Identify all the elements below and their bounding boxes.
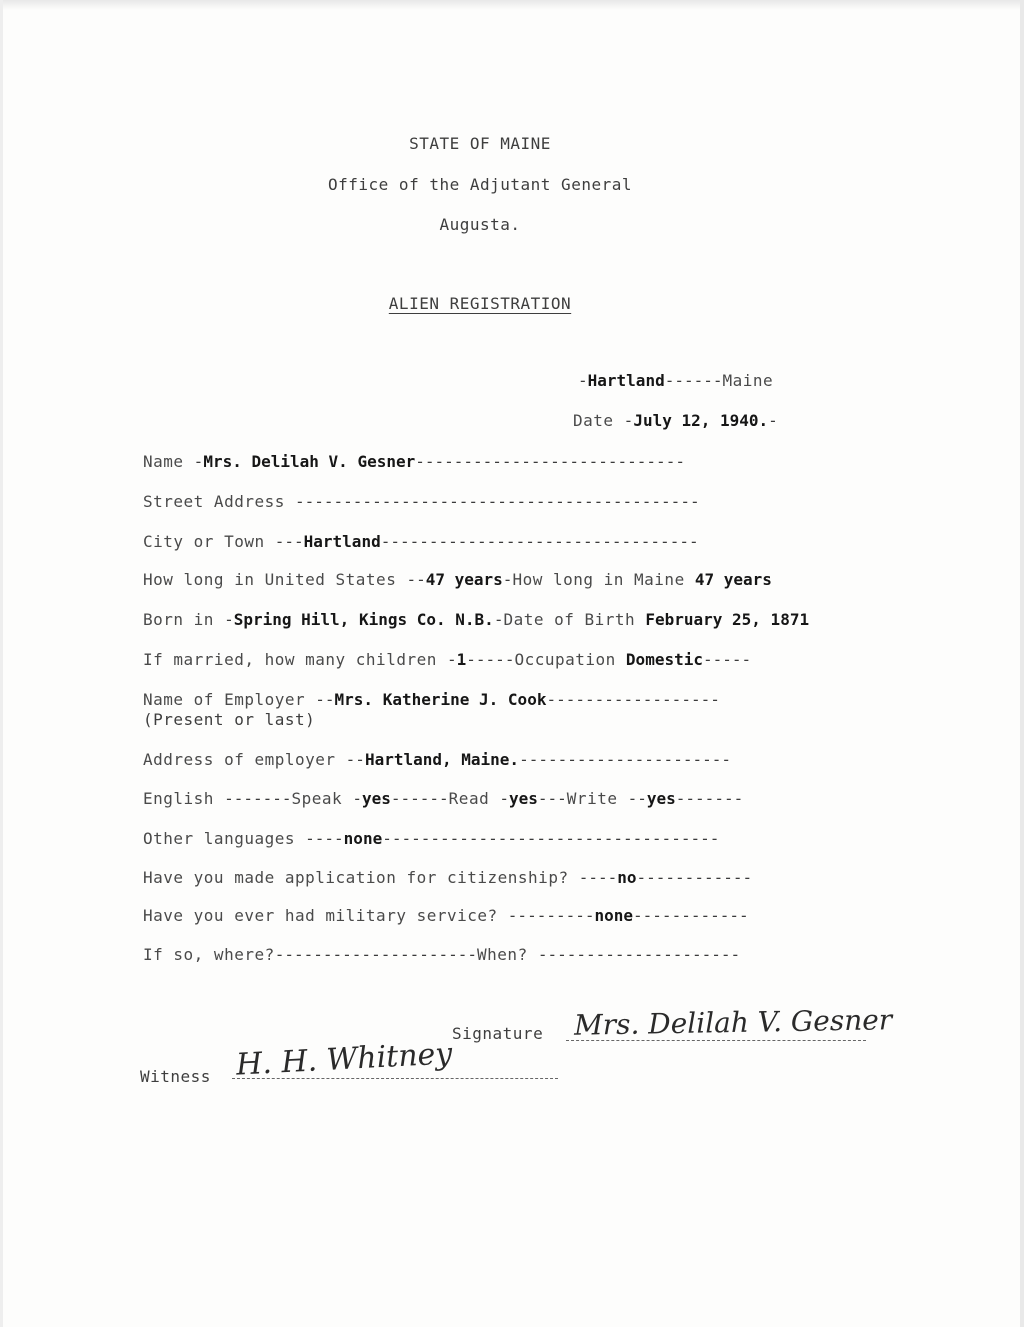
citizenship-row: Have you made application for citizenship? ----no------------ — [143, 868, 753, 887]
languages-value: none — [343, 829, 383, 848]
employer-address-value: Hartland, Maine. — [364, 750, 520, 769]
military-label: Have you ever had military service? — [143, 906, 498, 925]
header-city: Augusta. — [439, 215, 521, 234]
employer-label: Name of Employer — [143, 690, 306, 709]
city-row: City or Town ---Hartland--------------------------------- — [143, 532, 699, 551]
read-value: yes — [508, 789, 538, 808]
scan-edge-right — [1020, 0, 1024, 1327]
place-state: Maine — [722, 371, 774, 390]
dob-value: February 25, 1871 — [645, 610, 810, 629]
signature-handwritten: Mrs. Delilah V. Gesner — [573, 1003, 893, 1042]
street-label: Street Address — [143, 492, 285, 511]
date-label: Date — [573, 411, 614, 430]
employer-sublabel: (Present or last) — [143, 710, 316, 729]
when-label: When? — [477, 945, 528, 964]
write-label: Write — [566, 789, 618, 808]
city-value: Hartland — [303, 532, 381, 551]
years-maine-label: How long in Maine — [512, 570, 685, 589]
read-label: Read — [448, 789, 490, 808]
english-label: English — [143, 789, 214, 808]
employer-row: Name of Employer --Mrs. Katherine J. Cook------------------ — [143, 690, 720, 709]
write-value: yes — [646, 789, 676, 808]
years-maine-value: 47 years — [694, 570, 772, 589]
military-row: Have you ever had military service? ---------none------------ — [143, 906, 749, 925]
citizenship-value: no — [617, 868, 637, 887]
scan-edge-top — [0, 0, 1024, 10]
employer-address-label: Address of employer — [143, 750, 336, 769]
header-office: Office of the Adjutant General — [328, 175, 632, 194]
occupation-label: Occupation — [514, 650, 616, 669]
signature-label: Signature — [452, 1024, 544, 1043]
witness-label: Witness — [140, 1067, 211, 1086]
dob-label: Date of Birth — [503, 610, 636, 629]
header-state: STATE OF MAINE — [409, 134, 551, 153]
place-row: -Hartland------Maine — [578, 371, 774, 390]
date-value: July 12, 1940. — [633, 411, 769, 430]
witness-handwritten: H. H. Whitney — [235, 1036, 454, 1083]
name-value: Mrs. Delilah V. Gesner — [203, 452, 416, 471]
employer-address-row: Address of employer --Hartland, Maine.---------------------- — [143, 750, 731, 769]
date-row: Date -July 12, 1940.- — [573, 411, 778, 430]
born-value: Spring Hill, Kings Co. N.B. — [233, 610, 494, 629]
occupation-value: Domestic — [625, 650, 703, 669]
name-row: Name -Mrs. Delilah V. Gesner---------------------------- — [143, 452, 685, 471]
place-town: Hartland — [587, 371, 665, 390]
residence-row: How long in United States --47 years-How long in Maine 47 years — [143, 570, 772, 589]
years-us-value: 47 years — [425, 570, 503, 589]
employer-value: Mrs. Katherine J. Cook — [334, 690, 547, 709]
name-label: Name — [143, 452, 184, 471]
street-row: Street Address ------------------------------------------ — [143, 492, 700, 511]
where-label: If so, where? — [143, 945, 275, 964]
children-label: If married, how many children — [143, 650, 437, 669]
children-row: If married, how many children -1-----Occupation Domestic----- — [143, 650, 752, 669]
languages-label: Other languages — [143, 829, 295, 848]
birth-row: Born in -Spring Hill, Kings Co. N.B.-Date of Birth February 25, 1871 — [143, 610, 810, 629]
scan-edge-left — [0, 0, 3, 1327]
form-title: ALIEN REGISTRATION — [388, 294, 572, 313]
children-value: 1 — [456, 650, 467, 669]
english-row: English -------Speak -yes------Read -yes---Write --yes------- — [143, 789, 744, 808]
city-label: City or Town — [143, 532, 265, 551]
languages-row: Other languages ----none----------------------------------- — [143, 829, 720, 848]
where-row: If so, where?---------------------When? --------------------- — [143, 945, 741, 964]
speak-value: yes — [361, 789, 391, 808]
born-label: Born in — [143, 610, 214, 629]
speak-label: Speak — [291, 789, 343, 808]
military-value: none — [594, 906, 634, 925]
citizenship-label: Have you made application for citizenship? — [143, 868, 569, 887]
years-us-label: How long in United States — [143, 570, 397, 589]
